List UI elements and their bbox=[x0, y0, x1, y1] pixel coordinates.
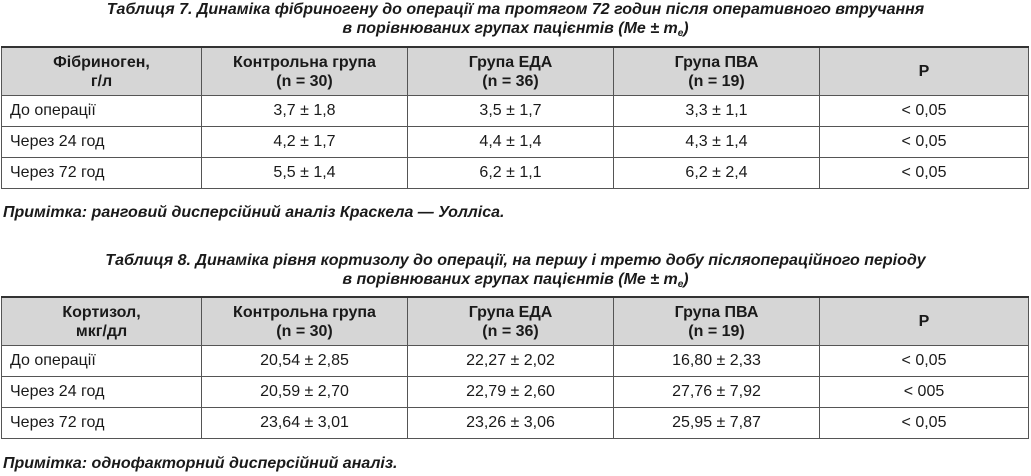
table-cell: 4,3 ± 1,4 bbox=[614, 127, 820, 158]
table7 bbox=[1, 46, 1029, 189]
table8-header-pva: Група ПВА (n = 19) bbox=[614, 297, 820, 346]
table-cell: 20,59 ± 2,70 bbox=[202, 377, 408, 408]
table8-note: Примітка: однофакторний дисперсійний аналіз. bbox=[3, 455, 398, 472]
row-label: Через 24 год bbox=[2, 127, 202, 158]
row-label: До операції bbox=[2, 346, 202, 377]
table7-header-pva: Група ПВА (n = 19) bbox=[614, 47, 820, 96]
table-cell: 25,95 ± 7,87 bbox=[614, 408, 820, 439]
table7-note: Примітка: ранговий дисперсійний аналіз Краскела — Уолліса. bbox=[3, 204, 505, 221]
table-cell: 23,26 ± 3,06 bbox=[408, 408, 614, 439]
table7-header-parameter: Фібриноген, г/л bbox=[2, 47, 202, 96]
table8-header-eda: Група ЕДА (n = 36) bbox=[408, 297, 614, 346]
row-label: До операції bbox=[2, 96, 202, 127]
table-cell: < 0,05 bbox=[820, 158, 1029, 189]
table-row bbox=[2, 408, 1029, 439]
table8-header-p: P bbox=[820, 297, 1029, 346]
table7-header-p: P bbox=[820, 47, 1029, 96]
table-row bbox=[2, 96, 1029, 127]
table-cell: 3,5 ± 1,7 bbox=[408, 96, 614, 127]
table-cell: < 005 bbox=[820, 377, 1029, 408]
table7-caption-line2 bbox=[0, 19, 1031, 43]
table8-header-control: Контрольна група (n = 30) bbox=[202, 297, 408, 346]
table7-caption-subscript: e bbox=[677, 28, 684, 39]
row-label: Через 72 год bbox=[2, 158, 202, 189]
row-label: Через 24 год bbox=[2, 377, 202, 408]
table-cell: 3,3 ± 1,1 bbox=[614, 96, 820, 127]
table8-caption-subscript: e bbox=[677, 279, 684, 290]
table-cell: 6,2 ± 1,1 bbox=[408, 158, 614, 189]
row-label: Через 72 год bbox=[2, 408, 202, 439]
table8 bbox=[1, 296, 1029, 439]
table8-caption-line1: Таблиця 8. Динаміка рівня кортизолу до операції, на першу і третю добу післяопераційного періоду bbox=[105, 252, 926, 269]
table7-caption bbox=[0, 0, 1031, 43]
table8-caption-close: ) bbox=[683, 271, 689, 288]
table-cell: 22,27 ± 2,02 bbox=[408, 346, 614, 377]
table-cell: 3,7 ± 1,8 bbox=[202, 96, 408, 127]
table-cell: 16,80 ± 2,33 bbox=[614, 346, 820, 377]
table-cell: 22,79 ± 2,60 bbox=[408, 377, 614, 408]
table-cell: 20,54 ± 2,85 bbox=[202, 346, 408, 377]
table8-header-parameter: Кортизол, мкг/дл bbox=[2, 297, 202, 346]
table-cell: 6,2 ± 2,4 bbox=[614, 158, 820, 189]
table-cell: 5,5 ± 1,4 bbox=[202, 158, 408, 189]
table-row bbox=[2, 158, 1029, 189]
table-cell: < 0,05 bbox=[820, 346, 1029, 377]
table8-caption bbox=[0, 251, 1031, 294]
table-row bbox=[2, 127, 1029, 158]
table-row bbox=[2, 377, 1029, 408]
table-cell: < 0,05 bbox=[820, 127, 1029, 158]
table-cell: < 0,05 bbox=[820, 408, 1029, 439]
table7-caption-line1: Таблиця 7. Динаміка фібриногену до операції та протягом 72 годин після оперативного втручання bbox=[106, 1, 925, 18]
table8-caption-line2 bbox=[0, 270, 1031, 294]
table7-header-row bbox=[2, 47, 1029, 96]
table-cell: < 0,05 bbox=[820, 96, 1029, 127]
table-cell: 27,76 ± 7,92 bbox=[614, 377, 820, 408]
table-cell: 23,64 ± 3,01 bbox=[202, 408, 408, 439]
table8-header-row bbox=[2, 297, 1029, 346]
table-cell: 4,4 ± 1,4 bbox=[408, 127, 614, 158]
table7-caption-line2-text: в порівнюваних групах пацієнтів (Me ± m bbox=[342, 20, 678, 37]
table-row bbox=[2, 346, 1029, 377]
table7-caption-close: ) bbox=[683, 20, 689, 37]
table-cell: 4,2 ± 1,7 bbox=[202, 127, 408, 158]
table8-caption-line2-text: в порівнюваних групах пацієнтів (Me ± m bbox=[342, 271, 678, 288]
table7-header-control: Контрольна група (n = 30) bbox=[202, 47, 408, 96]
table7-header-eda: Група ЕДА (n = 36) bbox=[408, 47, 614, 96]
